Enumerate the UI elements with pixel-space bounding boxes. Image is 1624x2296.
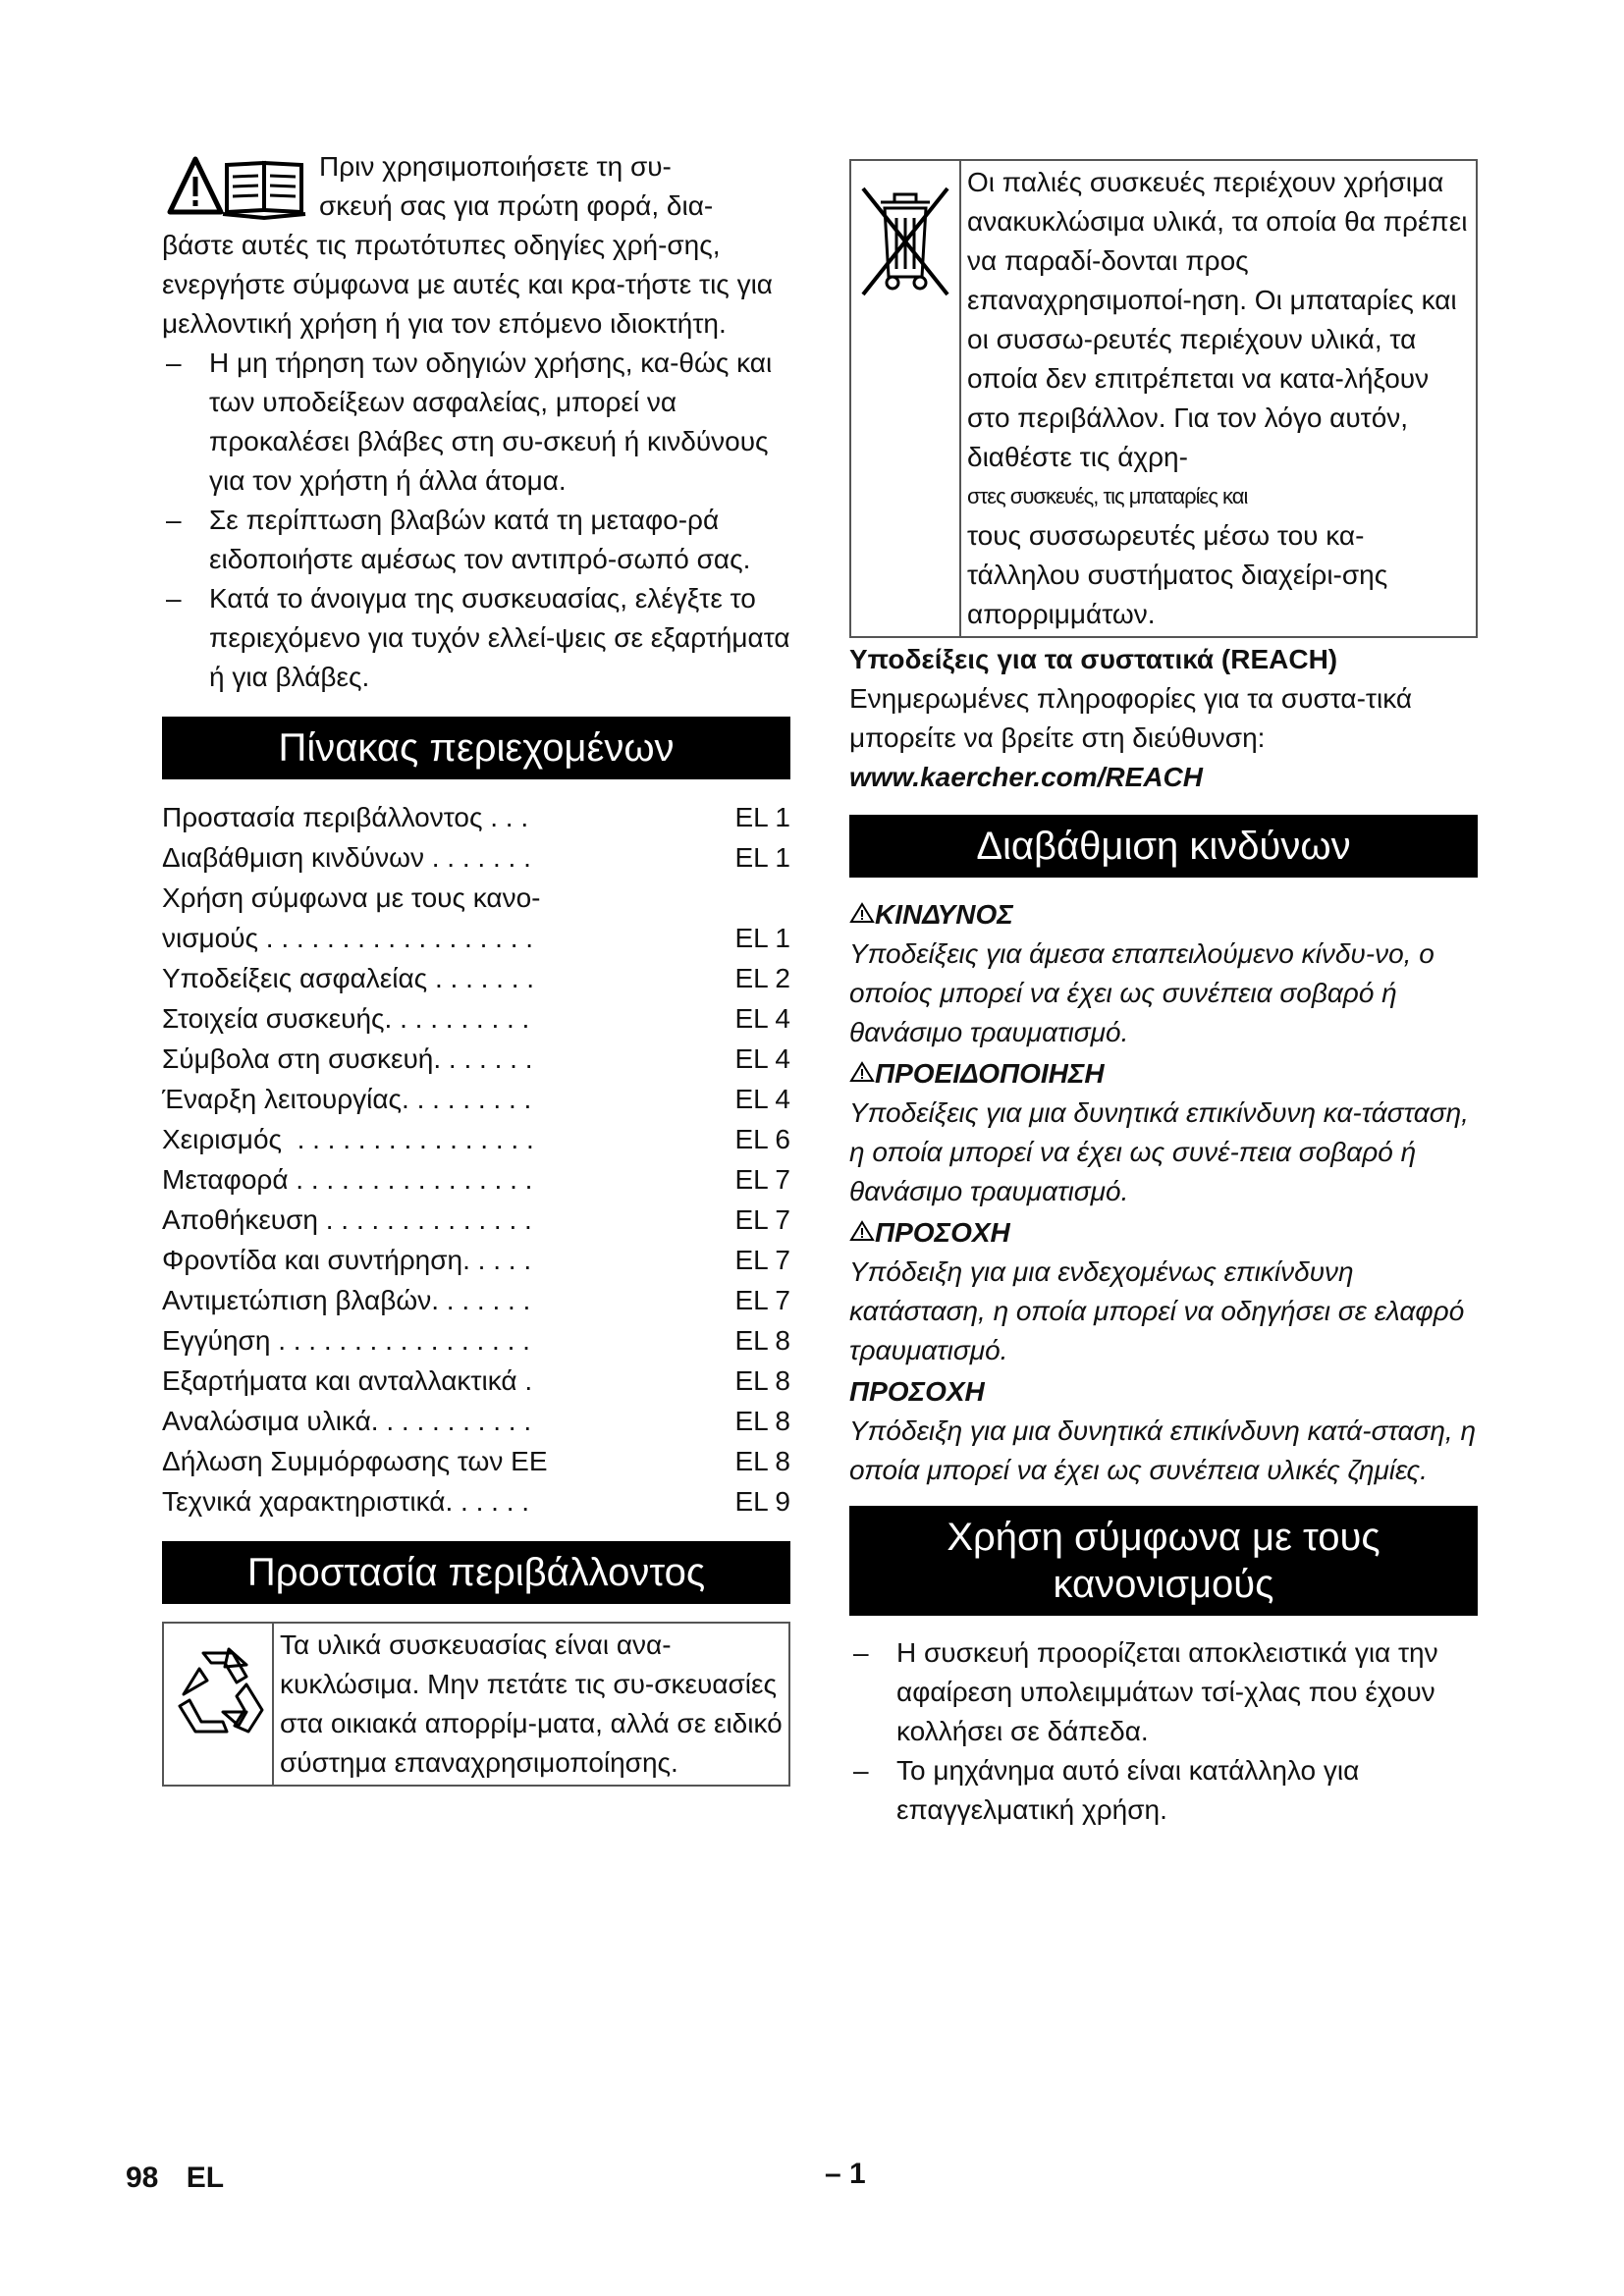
toc-entry[interactable]: Σύμβολα στη συσκευή. . . . . . . EL 4 xyxy=(162,1043,790,1074)
recycle-icon xyxy=(164,1641,272,1739)
warning-triangle-icon xyxy=(849,902,875,924)
toc-entry[interactable]: Εξαρτήματα και ανταλλακτικά . EL 8 xyxy=(162,1365,790,1396)
toc-title: Πίνακας περιεχομένων xyxy=(162,717,790,779)
intro-icons xyxy=(166,153,313,222)
list-item: – Σε περίπτωση βλαβών κατά τη μεταφο-ρά ειδοποιήστε αμέσως τον αντιπρό-σωπό σας. xyxy=(166,505,751,574)
warning-triangle-icon xyxy=(166,153,313,222)
environment-title: Προστασία περιβάλλοντος xyxy=(162,1541,790,1604)
toc-entry[interactable]: Φροντίδα και συντήρηση. . . . . EL 7 xyxy=(162,1245,790,1275)
open-book-icon xyxy=(223,163,305,218)
toc-entry[interactable]: Δήλωση Συμμόρφωσης των ΕΕ EL 8 xyxy=(162,1446,790,1476)
toc-entry[interactable]: Προστασία περιβάλλοντος . . . EL 1 xyxy=(162,802,790,832)
recycle-notice xyxy=(162,1622,790,1787)
toc-entry[interactable]: Μεταφορά . . . . . . . . . . . . . . . . EL 7 xyxy=(162,1164,790,1195)
recycle-text: Τα υλικά συσκευασίας είναι ανα-κυκλώσιμα. Μην πετάτε τις συ-σκευασίες στα οικιακά απορρίμ-ματα, αλλά σε ειδικό σύστημα επαναχρησιμοποίησης. xyxy=(280,1629,783,1778)
warning-triangle-icon xyxy=(849,1061,875,1083)
intended-use-bullets xyxy=(849,1633,1478,1830)
toc-entry[interactable]: Χειρισμός . . . . . . . . . . . . . . . . EL 6 xyxy=(162,1124,790,1154)
crossed-bin-icon xyxy=(851,175,959,302)
hazards-title: Διαβάθμιση κινδύνων xyxy=(849,815,1478,878)
toc-entry[interactable]: Στοιχεία συσκευής. . . . . . . . . . EL 4 xyxy=(162,1003,790,1034)
intro-line-2: σκευή σας για πρώτη φορά, δια- xyxy=(319,190,714,221)
reach-text: Ενημερωμένες πληροφορίες για τα συστα-τικά μπορείτε να βρείτε στη διεύθυνση: xyxy=(849,683,1413,753)
intro-text: βάστε αυτές τις πρωτότυπες οδηγίες χρή-σης, ενεργήστε σύμφωνα με αυτές και κρα-τήστε τις για μελλοντική χρήση ή για τον επόμενο ιδιοκτήτη. xyxy=(162,230,773,339)
hazard-level-notice: ΠΡΟΣΟΧΗ Υπόδειξη για μια δυνητικά επικίνδυνη κατά-σταση, η οποία μπορεί να έχει ως συνέπεια υλικές ζημίες. xyxy=(849,1376,1477,1485)
toc-entry[interactable]: Εγγύηση . . . . . . . . . . . . . . . . . EL 8 xyxy=(162,1325,790,1356)
reach-url[interactable]: www.kaercher.com/REACH xyxy=(849,762,1203,792)
toc-entry[interactable]: Υποδείξεις ασφαλείας . . . . . . . EL 2 xyxy=(162,963,790,993)
toc-entry[interactable]: Χρήση σύμφωνα με τους κανο- νισμούς . . . . . . . . . . . . . . . . . . EL 1 xyxy=(162,882,790,953)
page-footer-left xyxy=(126,2162,224,2195)
weee-icon-cell xyxy=(851,161,961,636)
page-footer-center: – 1 xyxy=(825,2158,866,2190)
weee-notice xyxy=(849,159,1478,638)
list-item: – Η συσκευή προορίζεται αποκλειστικά για την αφαίρεση υπολειμμάτων τσί-χλας που έχουν κολλήσει σε δάπεδα. xyxy=(853,1637,1438,1746)
left-column xyxy=(162,147,790,1787)
intro-line-1: Πριν χρησιμοποιήσετε τη συ- xyxy=(319,151,672,182)
page-number: 98 xyxy=(126,2162,159,2194)
toc-entry[interactable]: Τεχνικά χαρακτηριστικά. . . . . . EL 9 xyxy=(162,1486,790,1517)
language-code: EL xyxy=(186,2162,225,2194)
intro-bullets xyxy=(162,344,790,697)
toc-entry[interactable]: Αναλώσιμα υλικά. . . . . . . . . . . EL 8 xyxy=(162,1406,790,1436)
reach-heading: Υποδείξεις για τα συστατικά (REACH) xyxy=(849,644,1338,674)
warning-triangle-icon xyxy=(849,1220,875,1242)
list-item: – Κατά το άνοιγμα της συσκευασίας, ελέγξτε το περιεχόμενο για τυχόν ελλεί-ψεις σε εξαρτήματα ή για βλάβες. xyxy=(166,583,790,692)
intro-paragraph xyxy=(162,147,790,344)
table-of-contents xyxy=(162,797,790,1522)
hazard-level-caution: ΠΡΟΣΟΧΗ Υπόδειξη για μια ενδεχομένως επικίνδυνη κατάσταση, η οποία μπορεί να οδηγήσει σε ελαφρό τραυματισμό. xyxy=(849,1217,1465,1365)
list-item: – Η μη τήρηση των οδηγιών χρήσης, κα-θώς και των υποδείξεων ασφαλείας, μπορεί να προκαλέσει βλάβες στη συ-σκευή ή κινδύνους για τον χρήστη ή άλλα άτομα. xyxy=(166,347,773,496)
toc-entry[interactable]: Αποθήκευση . . . . . . . . . . . . . . EL 7 xyxy=(162,1204,790,1235)
toc-entry[interactable]: Διαβάθμιση κινδύνων . . . . . . . EL 1 xyxy=(162,842,790,873)
intended-use-title: Χρήση σύμφωνα με τους κανονισμούς xyxy=(849,1506,1478,1616)
right-column xyxy=(849,159,1478,1830)
toc-entry[interactable]: Αντιμετώπιση βλαβών. . . . . . . EL 7 xyxy=(162,1285,790,1315)
weee-text: Οι παλιές συσκευές περιέχουν χρήσιμα ανακυκλώσιμα υλικά, τα οποία θα πρέπει να παραδί-δονται προς επαναχρησιμοποί-ηση. Οι μπαταρίες και οι συσσω-ρευτές περιέχουν υλικά, τα οποία δεν επιτρέπεται να κατα-λήξουν στο περιβάλλον. Για τον λόγο αυτόν, διαθέστε τις άχρη- στες συσκευές, τις μπαταρίες και τους συσσωρευτές μέσω του κα-τάλληλου συστήματος διαχείρι-σης απορριμμάτων. xyxy=(967,167,1468,629)
hazard-level-warning: ΠΡΟΕΙΔΟΠΟΙΗΣΗ Υποδείξεις για μια δυνητικά επικίνδυνη κα-τάσταση, η οποία μπορεί να έχει ως συνέ-πεια σοβαρό ή θανάσιμο τραυματισμό. xyxy=(849,1058,1469,1206)
hazard-level-danger: ΚΙΝΔΥΝΟΣ Υποδείξεις για άμεσα επαπειλούμενο κίνδυ-νο, ο οποίος μπορεί να έχει ως συνέπεια σοβαρό ή θανάσιμο τραυματισμό. xyxy=(849,899,1435,1047)
toc-entry[interactable]: Έναρξη λειτουργίας. . . . . . . . . EL 4 xyxy=(162,1084,790,1114)
list-item: – Το μηχάνημα αυτό είναι κατάλληλο για επαγγελματική χρήση. xyxy=(853,1755,1360,1825)
recycle-icon-cell xyxy=(164,1624,274,1785)
